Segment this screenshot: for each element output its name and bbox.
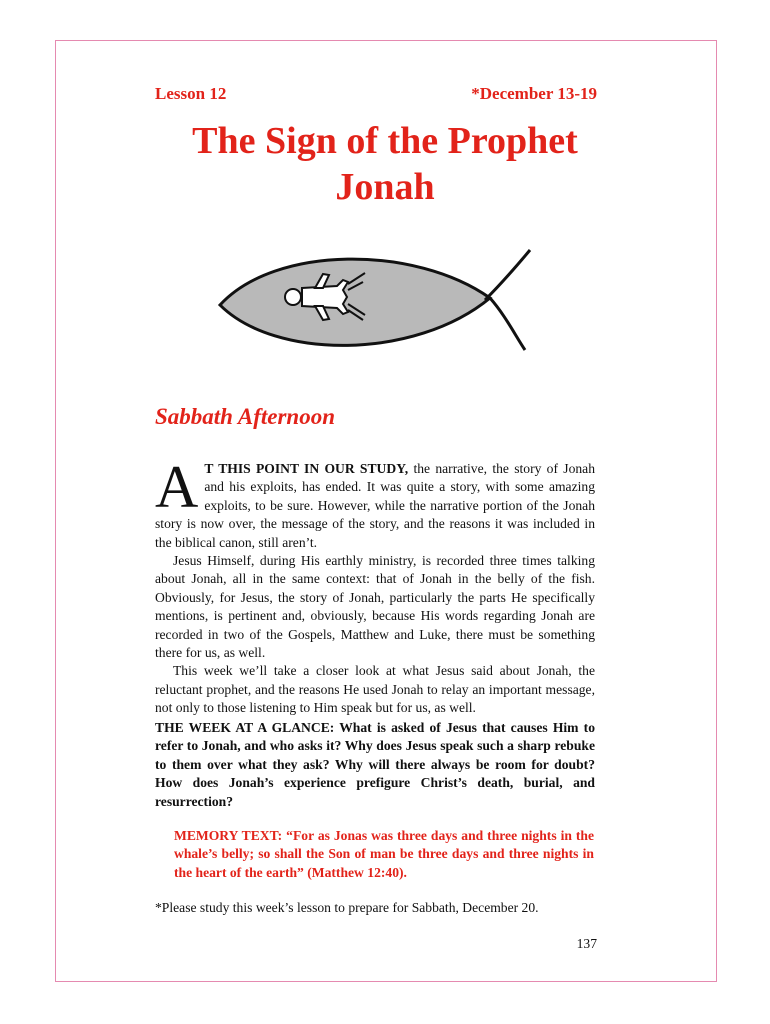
drop-cap: A — [155, 454, 199, 520]
lesson-dates: *December 13-19 — [471, 84, 597, 103]
study-note: *Please study this week’s lesson to prepare for Sabbath, December 20. — [155, 900, 539, 915]
paragraph-3: This week we’ll take a closer look at what Jesus said about Jonah, the reluctant prophet, and the reasons He used Jonah to relay an important message, not only to those listening to Him speak but for us, as well. — [155, 663, 595, 716]
fish-with-figure-icon — [205, 240, 545, 370]
paragraph-2: Jesus Himself, during His earthly ministry, is recorded three times talking about Jonah, all in the same context: that of Jonah in the belly of the fish. Obviously, for Jesus, the story of Jonah, particularly the parts He specifically mentions, is pertinent and, obviously, because His words regarding Jonah are recorded in two of the Gospels, Matthew and Luke, there must be something there for us, as well. — [155, 553, 595, 661]
section-heading: Sabbath Afternoon — [155, 404, 336, 429]
lesson-number: Lesson 12 — [155, 84, 227, 103]
paragraph-1 — [155, 454, 595, 552]
intro-text — [155, 454, 595, 718]
week-at-a-glance: THE WEEK AT A GLANCE: What is asked of Jesus that causes Him to refer to Jonah, and who asks it? Why does Jesus speak such a sharp rebuke to them over what they ask? Why will there always be room for doubt? How does Jonah’s experience prefigure Christ’s death, burial, and resurrection? — [155, 720, 595, 809]
lesson-title: The Sign of the Prophet Jonah — [192, 120, 578, 208]
page-number: 137 — [576, 936, 597, 951]
paragraph-1-text: the narrative, the story of Jonah and his exploits, has ended. It was quite a story, with some amazing exploits, to be sure. However, while the narrative portion of the Jonah story is now over, the message of the story, and the reasons it was included in the biblical canon, still aren’t. — [155, 461, 595, 550]
paragraph-lead: T THIS POINT IN OUR STUDY, — [204, 461, 409, 476]
memory-text: MEMORY TEXT: “For as Jonas was three days and three nights in the whale’s belly; so shall the Son of man be three days and three nights in the heart of the earth” (Matthew 12:40). — [174, 828, 594, 880]
